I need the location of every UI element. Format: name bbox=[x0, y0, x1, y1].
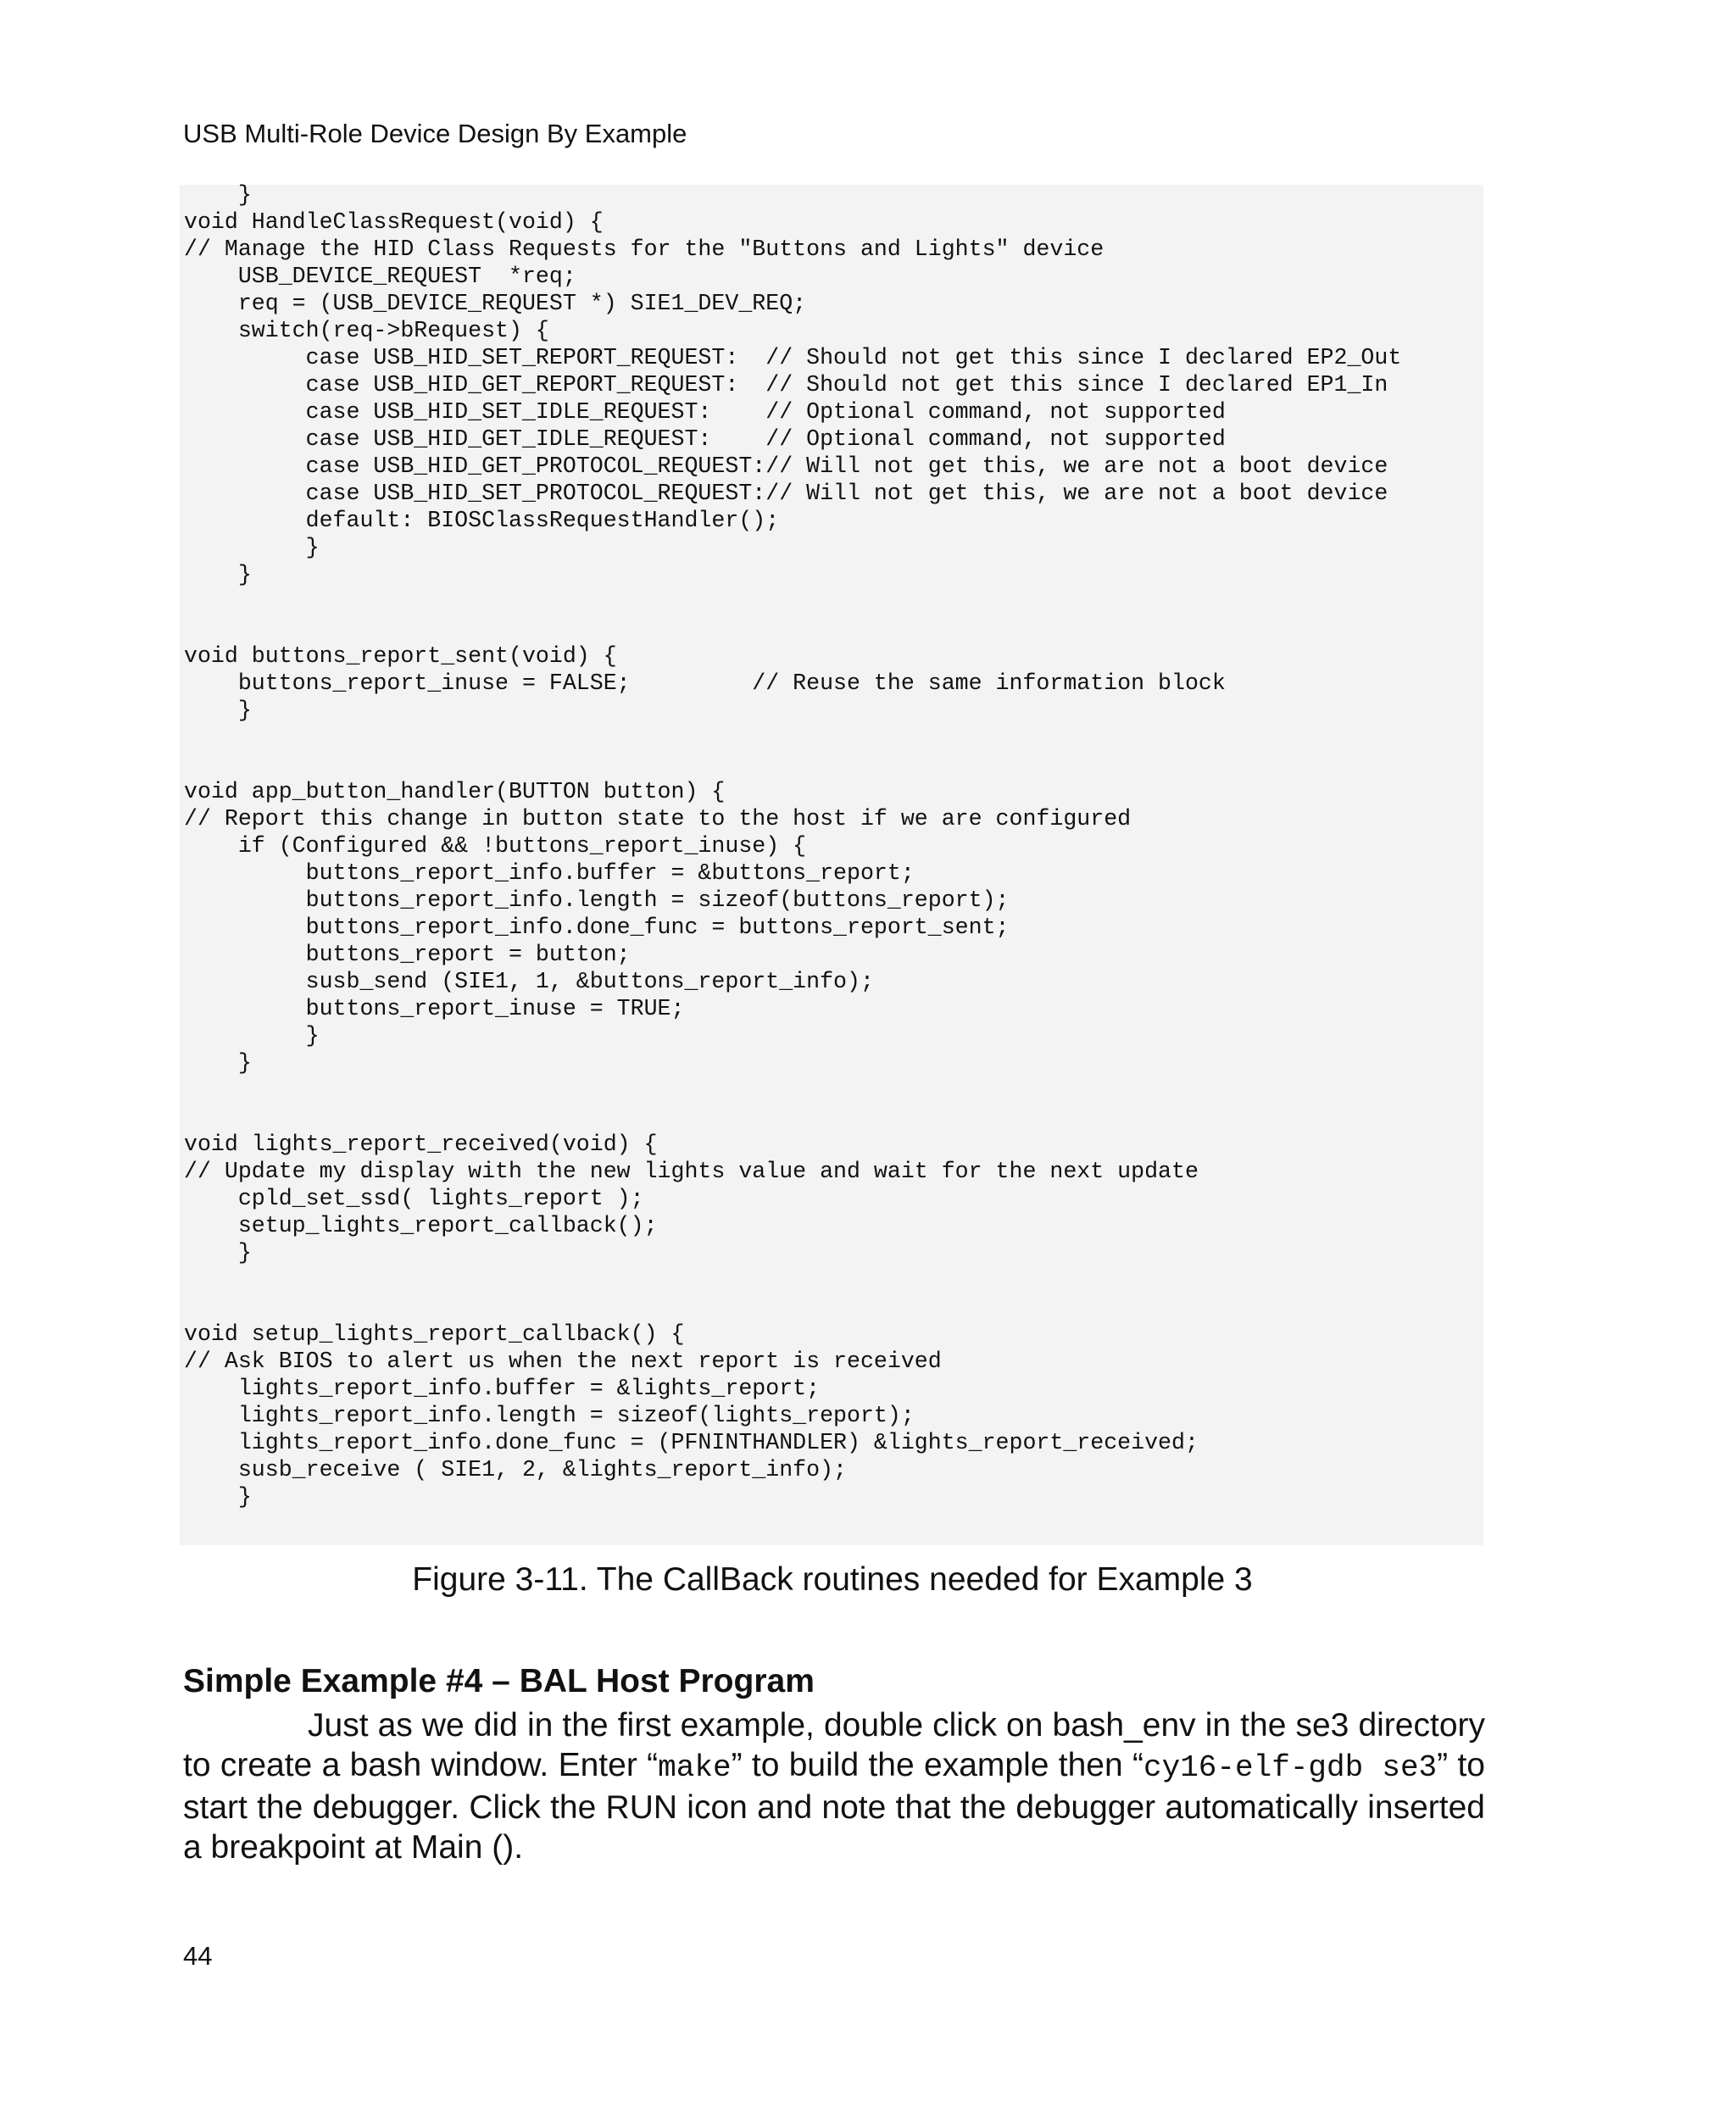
code-line: void HandleClassRequest(void) { bbox=[184, 209, 604, 235]
code-line: void buttons_report_sent(void) { bbox=[184, 643, 617, 669]
code-line: void lights_report_received(void) { bbox=[184, 1132, 658, 1157]
command-make: make bbox=[658, 1750, 732, 1785]
code-line: lights_report_info.length = sizeof(lights_report); bbox=[184, 1403, 915, 1428]
code-line: } bbox=[184, 562, 252, 587]
code-listing bbox=[184, 181, 1401, 1510]
code-line: case USB_HID_GET_REPORT_REQUEST: // Should not get this since I declared EP1_In bbox=[184, 372, 1388, 398]
code-line: } bbox=[184, 182, 252, 208]
section-heading: Simple Example #4 – BAL Host Program bbox=[183, 1663, 815, 1699]
figure-caption: Figure 3-11. The CallBack routines needed for Example 3 bbox=[412, 1561, 1253, 1598]
body-paragraph bbox=[183, 1705, 1485, 1867]
code-line: void setup_lights_report_callback() { bbox=[184, 1321, 685, 1347]
code-line: buttons_report_inuse = TRUE; bbox=[184, 996, 685, 1021]
code-line: buttons_report_info.done_func = buttons_report_sent; bbox=[184, 915, 1010, 940]
code-line: case USB_HID_SET_IDLE_REQUEST: // Optional command, not supported bbox=[184, 399, 1226, 425]
code-line: cpld_set_ssd( lights_report ); bbox=[184, 1186, 644, 1211]
code-line: } bbox=[184, 1240, 252, 1265]
code-line: // Update my display with the new lights value and wait for the next update bbox=[184, 1159, 1199, 1184]
code-line: case USB_HID_GET_PROTOCOL_REQUEST:// Will not get this, we are not a boot device bbox=[184, 453, 1388, 479]
code-line: void app_button_handler(BUTTON button) { bbox=[184, 779, 726, 804]
code-line: lights_report_info.done_func = (PFNINTHANDLER) &lights_report_received; bbox=[184, 1430, 1199, 1455]
code-line: } bbox=[184, 535, 320, 560]
code-line: case USB_HID_SET_REPORT_REQUEST: // Should not get this since I declared EP2_Out bbox=[184, 345, 1402, 370]
code-line: susb_receive ( SIE1, 2, &lights_report_info); bbox=[184, 1457, 847, 1482]
code-line: default: BIOSClassRequestHandler(); bbox=[184, 508, 780, 533]
code-line: } bbox=[184, 698, 252, 723]
code-line: // Report this change in button state to the host if we are configured bbox=[184, 806, 1132, 832]
code-line: } bbox=[184, 1484, 252, 1510]
code-line: buttons_report_info.buffer = &buttons_report; bbox=[184, 860, 915, 886]
command-gdb: cy16-elf-gdb se3 bbox=[1143, 1750, 1438, 1785]
code-line: // Manage the HID Class Requests for the "Buttons and Lights" device bbox=[184, 236, 1104, 262]
code-line: case USB_HID_SET_PROTOCOL_REQUEST:// Will not get this, we are not a boot device bbox=[184, 481, 1388, 506]
running-header: USB Multi-Role Device Design By Example bbox=[183, 119, 687, 148]
code-line: buttons_report_info.length = sizeof(buttons_report); bbox=[184, 887, 1010, 913]
code-line: } bbox=[184, 1023, 320, 1048]
code-line: USB_DEVICE_REQUEST *req; bbox=[184, 264, 576, 289]
code-line: buttons_report = button; bbox=[184, 942, 631, 967]
code-line: req = (USB_DEVICE_REQUEST *) SIE1_DEV_REQ; bbox=[184, 291, 807, 316]
code-line: } bbox=[184, 1050, 252, 1076]
code-line: setup_lights_report_callback(); bbox=[184, 1213, 658, 1238]
page-number: 44 bbox=[183, 1941, 213, 1971]
paragraph-text-2: ” to build the example then “ bbox=[731, 1747, 1143, 1783]
code-line: switch(req->bRequest) { bbox=[184, 318, 549, 343]
code-line: buttons_report_inuse = FALSE; // Reuse the same information block bbox=[184, 670, 1226, 696]
paragraph-text-3: ” to start the debugger. Click the RUN icon and note that the debugger automatically inserted a breakpoint at Main (). bbox=[183, 1747, 1486, 1866]
code-line: case USB_HID_GET_IDLE_REQUEST: // Optional command, not supported bbox=[184, 426, 1226, 452]
paragraph-text-1: Just as we did in the first example, double click on bash_env in the se3 directory to create a bash window. Enter “ bbox=[183, 1707, 1485, 1783]
code-line: if (Configured && !buttons_report_inuse) { bbox=[184, 833, 807, 859]
code-line: // Ask BIOS to alert us when the next report is received bbox=[184, 1349, 942, 1374]
code-line: lights_report_info.buffer = &lights_report; bbox=[184, 1376, 821, 1401]
code-line: susb_send (SIE1, 1, &buttons_report_info); bbox=[184, 969, 874, 994]
